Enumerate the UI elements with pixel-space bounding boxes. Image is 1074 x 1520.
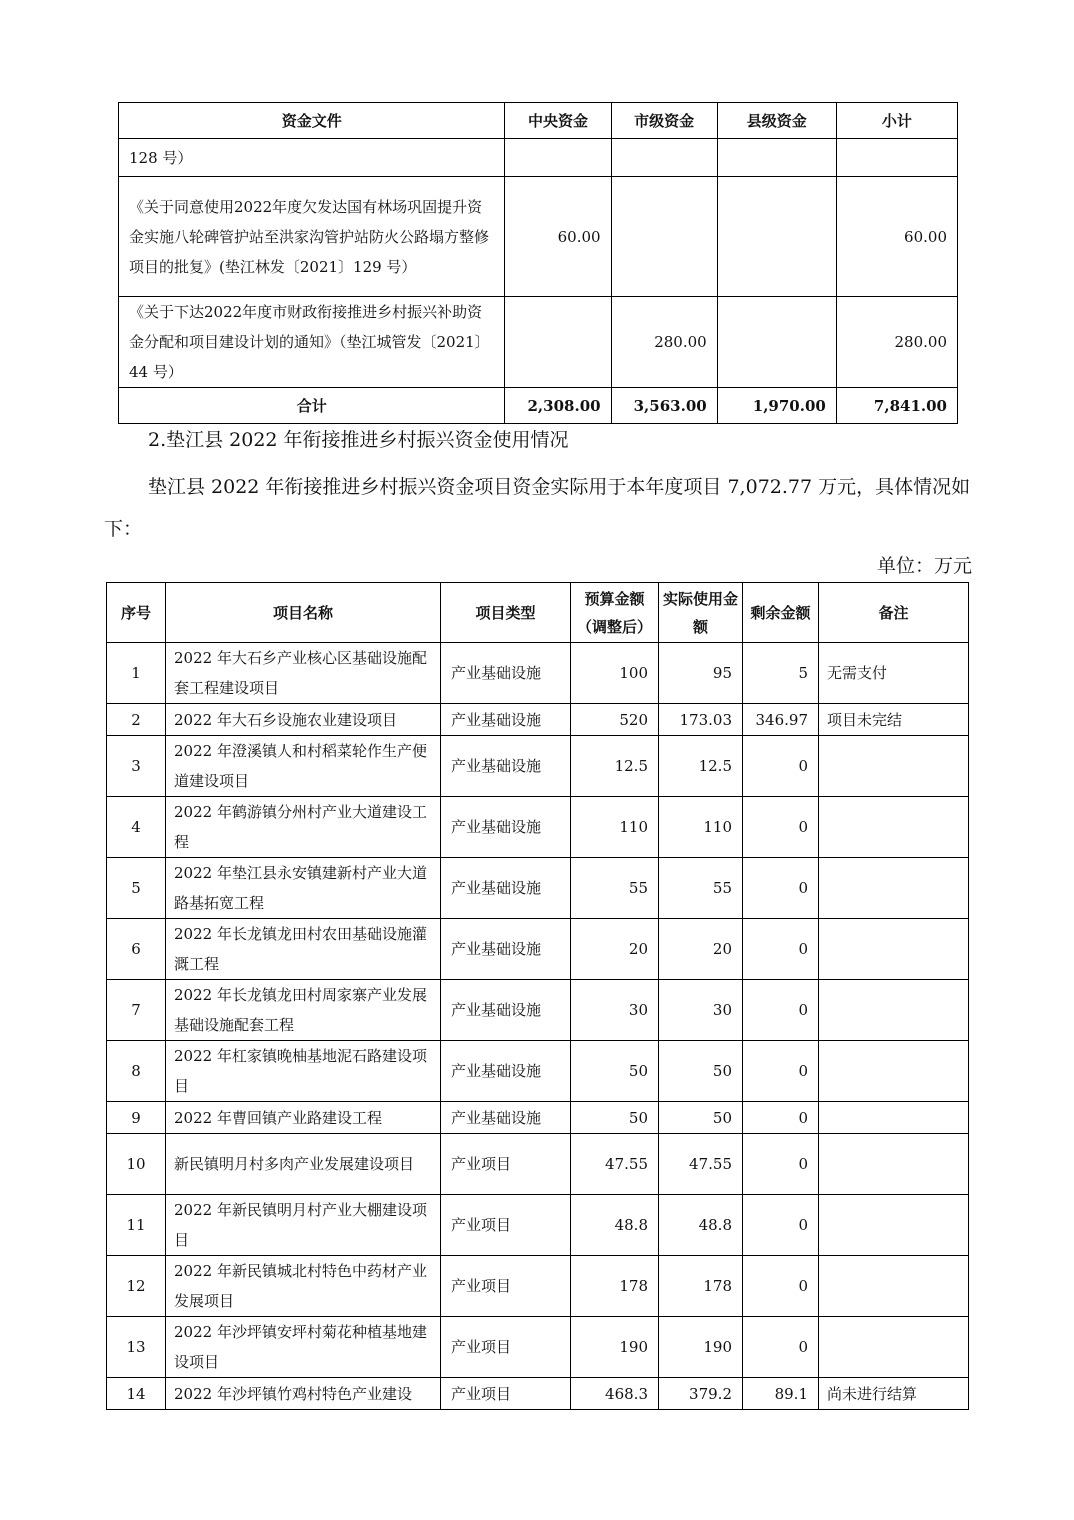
header-note: 备注 — [819, 583, 969, 643]
actual-cell: 95 — [659, 643, 743, 704]
note-cell — [819, 736, 969, 797]
header-index: 序号 — [107, 583, 166, 643]
project-type-cell: 产业基础设施 — [441, 980, 571, 1041]
actual-cell: 50 — [659, 1102, 743, 1134]
row-index-cell: 4 — [107, 797, 166, 858]
project-name-cell: 2022 年鹤游镇分州村产业大道建设工程 — [166, 797, 441, 858]
section-heading: 2.垫江县 2022 年衔接推进乡村振兴资金使用情况 — [148, 429, 569, 451]
row-index-cell: 3 — [107, 736, 166, 797]
row-index-cell: 10 — [107, 1134, 166, 1195]
remaining-cell: 0 — [743, 919, 819, 980]
note-cell — [819, 1317, 969, 1378]
row-index-cell: 11 — [107, 1195, 166, 1256]
table-row — [107, 1256, 969, 1317]
city-cell — [611, 139, 717, 177]
fund-file-cell: 128 号） — [119, 139, 505, 177]
note-cell — [819, 1041, 969, 1102]
project-type-cell: 产业项目 — [441, 1317, 571, 1378]
budget-cell: 55 — [571, 858, 659, 919]
table-row — [107, 1041, 969, 1102]
table-row — [107, 1195, 969, 1256]
fund-file-cell: 《关于同意使用2022年度欠发达国有林场巩固提升资金实施八轮碑管护站至洪家沟管护站防火公路塌方整修项目的批复》(垫江林发〔2021〕129 号） — [119, 177, 505, 297]
actual-cell: 20 — [659, 919, 743, 980]
project-table-body — [107, 643, 969, 1410]
central-cell — [505, 139, 611, 177]
note-cell — [819, 1256, 969, 1317]
budget-cell: 12.5 — [571, 736, 659, 797]
actual-cell: 30 — [659, 980, 743, 1041]
remaining-cell: 89.1 — [743, 1378, 819, 1410]
row-index-cell: 9 — [107, 1102, 166, 1134]
note-cell: 无需支付 — [819, 643, 969, 704]
note-cell: 项目未完结 — [819, 704, 969, 736]
table-row — [119, 177, 958, 297]
row-index-cell: 1 — [107, 643, 166, 704]
remaining-cell: 0 — [743, 1041, 819, 1102]
table-row — [107, 919, 969, 980]
header-project-name: 项目名称 — [166, 583, 441, 643]
project-name-cell: 新民镇明月村多肉产业发展建设项目 — [166, 1134, 441, 1195]
unit-label: 单位：万元 — [876, 555, 972, 577]
actual-cell: 110 — [659, 797, 743, 858]
header-county-funds: 县级资金 — [717, 103, 836, 139]
header-budget: 预算金额（调整后） — [571, 583, 659, 643]
project-name-cell: 2022 年曹回镇产业路建设工程 — [166, 1102, 441, 1134]
header-project-type: 项目类型 — [441, 583, 571, 643]
row-index-cell: 6 — [107, 919, 166, 980]
project-name-cell: 2022 年澄溪镇人和村稻菜轮作生产便道建设项目 — [166, 736, 441, 797]
project-name-cell: 2022 年大石乡设施农业建设项目 — [166, 704, 441, 736]
header-fund-file: 资金文件 — [119, 103, 505, 139]
remaining-cell: 0 — [743, 1195, 819, 1256]
table-row — [107, 1134, 969, 1195]
project-name-cell: 2022 年新民镇明月村产业大棚建设项目 — [166, 1195, 441, 1256]
header-subtotal: 小计 — [836, 103, 957, 139]
project-type-cell: 产业基础设施 — [441, 643, 571, 704]
row-index-cell: 8 — [107, 1041, 166, 1102]
project-name-cell: 2022 年沙坪镇安坪村菊花种植基地建设项目 — [166, 1317, 441, 1378]
county-cell — [717, 177, 836, 297]
project-type-cell: 产业基础设施 — [441, 1041, 571, 1102]
table-row — [107, 1102, 969, 1134]
funding-table-header — [119, 103, 958, 139]
total-central: 2,308.00 — [505, 388, 611, 424]
budget-cell: 50 — [571, 1041, 659, 1102]
total-label: 合计 — [119, 388, 505, 424]
total-subtotal: 7,841.00 — [836, 388, 957, 424]
table-row — [107, 797, 969, 858]
funding-table — [118, 102, 958, 424]
county-cell — [717, 139, 836, 177]
project-type-cell: 产业项目 — [441, 1378, 571, 1410]
remaining-cell: 0 — [743, 1256, 819, 1317]
note-cell — [819, 1102, 969, 1134]
actual-cell: 379.2 — [659, 1378, 743, 1410]
project-type-cell: 产业基础设施 — [441, 919, 571, 980]
row-index-cell: 5 — [107, 858, 166, 919]
note-cell — [819, 797, 969, 858]
project-type-cell: 产业项目 — [441, 1256, 571, 1317]
budget-cell: 48.8 — [571, 1195, 659, 1256]
table-row — [107, 858, 969, 919]
budget-cell: 47.55 — [571, 1134, 659, 1195]
project-name-cell: 2022 年沙坪镇竹鸡村特色产业建设 — [166, 1378, 441, 1410]
remaining-cell: 0 — [743, 797, 819, 858]
table-row — [107, 736, 969, 797]
budget-cell: 20 — [571, 919, 659, 980]
row-index-cell: 14 — [107, 1378, 166, 1410]
remaining-cell: 0 — [743, 1102, 819, 1134]
remaining-cell: 0 — [743, 980, 819, 1041]
table-row — [107, 980, 969, 1041]
central-cell — [505, 297, 611, 388]
total-county: 1,970.00 — [717, 388, 836, 424]
header-city-funds: 市级资金 — [611, 103, 717, 139]
funding-total-row — [119, 388, 958, 424]
description-paragraph: 垫江县 2022 年衔接推进乡村振兴资金项目资金实际用于本年度项目 7,072.77 万元，具体情况如下： — [104, 476, 971, 540]
actual-cell: 178 — [659, 1256, 743, 1317]
note-cell: 尚未进行结算 — [819, 1378, 969, 1410]
remaining-cell: 0 — [743, 858, 819, 919]
project-type-cell: 产业基础设施 — [441, 1102, 571, 1134]
total-city: 3,563.00 — [611, 388, 717, 424]
project-table — [106, 582, 969, 1410]
city-cell — [611, 177, 717, 297]
row-index-cell: 13 — [107, 1317, 166, 1378]
note-cell — [819, 858, 969, 919]
remaining-cell: 346.97 — [743, 704, 819, 736]
project-type-cell: 产业基础设施 — [441, 858, 571, 919]
remaining-cell: 0 — [743, 1134, 819, 1195]
note-cell — [819, 919, 969, 980]
budget-cell: 30 — [571, 980, 659, 1041]
subtotal-cell: 280.00 — [836, 297, 957, 388]
row-index-cell: 12 — [107, 1256, 166, 1317]
actual-cell: 12.5 — [659, 736, 743, 797]
budget-cell: 178 — [571, 1256, 659, 1317]
project-table-header — [107, 583, 969, 643]
project-type-cell: 产业基础设施 — [441, 736, 571, 797]
county-cell — [717, 297, 836, 388]
note-cell — [819, 980, 969, 1041]
table-row — [119, 297, 958, 388]
row-index-cell: 2 — [107, 704, 166, 736]
project-type-cell: 产业基础设施 — [441, 797, 571, 858]
subtotal-cell — [836, 139, 957, 177]
actual-cell: 173.03 — [659, 704, 743, 736]
project-name-cell: 2022 年长龙镇龙田村周家寨产业发展基础设施配套工程 — [166, 980, 441, 1041]
table-row — [107, 1378, 969, 1410]
header-actual: 实际使用金额 — [659, 583, 743, 643]
actual-cell: 48.8 — [659, 1195, 743, 1256]
actual-cell: 190 — [659, 1317, 743, 1378]
actual-cell: 47.55 — [659, 1134, 743, 1195]
remaining-cell: 0 — [743, 1317, 819, 1378]
table-row — [107, 1317, 969, 1378]
budget-cell: 520 — [571, 704, 659, 736]
header-remaining: 剩余金额 — [743, 583, 819, 643]
budget-cell: 100 — [571, 643, 659, 704]
note-cell — [819, 1195, 969, 1256]
row-index-cell: 7 — [107, 980, 166, 1041]
table-row — [107, 704, 969, 736]
remaining-cell: 5 — [743, 643, 819, 704]
remaining-cell: 0 — [743, 736, 819, 797]
project-name-cell: 2022 年大石乡产业核心区基础设施配套工程建设项目 — [166, 643, 441, 704]
project-name-cell: 2022 年长龙镇龙田村农田基础设施灌溉工程 — [166, 919, 441, 980]
table-row — [119, 139, 958, 177]
project-type-cell: 产业项目 — [441, 1195, 571, 1256]
subtotal-cell: 60.00 — [836, 177, 957, 297]
central-cell: 60.00 — [505, 177, 611, 297]
budget-cell: 468.3 — [571, 1378, 659, 1410]
budget-cell: 110 — [571, 797, 659, 858]
project-type-cell: 产业基础设施 — [441, 704, 571, 736]
project-name-cell: 2022 年垫江县永安镇建新村产业大道路基拓宽工程 — [166, 858, 441, 919]
project-type-cell: 产业项目 — [441, 1134, 571, 1195]
project-name-cell: 2022 年杠家镇晚柚基地泥石路建设项目 — [166, 1041, 441, 1102]
project-name-cell: 2022 年新民镇城北村特色中药材产业发展项目 — [166, 1256, 441, 1317]
actual-cell: 55 — [659, 858, 743, 919]
header-central-funds: 中央资金 — [505, 103, 611, 139]
budget-cell: 50 — [571, 1102, 659, 1134]
actual-cell: 50 — [659, 1041, 743, 1102]
fund-file-cell: 《关于下达2022年度市财政衔接推进乡村振兴补助资金分配和项目建设计划的通知》（垫江城管发〔2021〕44 号） — [119, 297, 505, 388]
table-row — [107, 643, 969, 704]
city-cell: 280.00 — [611, 297, 717, 388]
budget-cell: 190 — [571, 1317, 659, 1378]
note-cell — [819, 1134, 969, 1195]
